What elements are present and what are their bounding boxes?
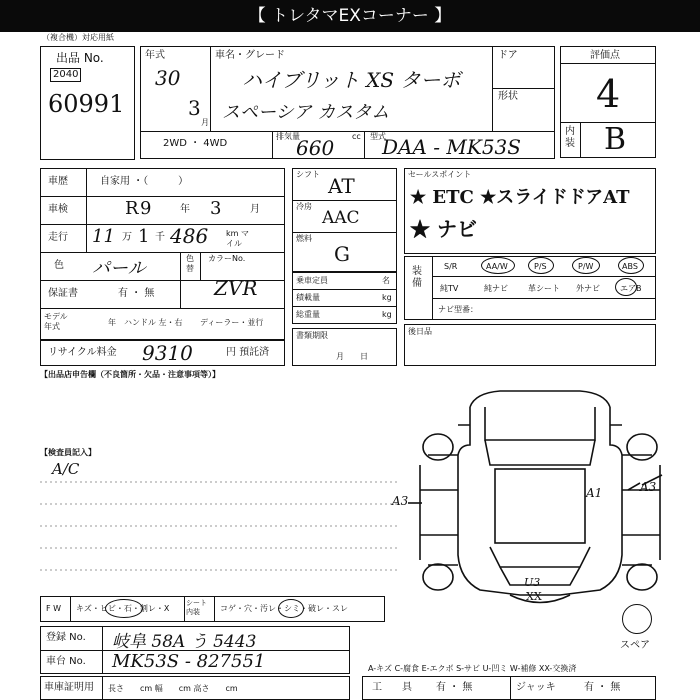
aftermarket-block <box>404 324 656 366</box>
sales-line1: ★ ETC ★スライドドアAT <box>410 187 630 208</box>
mileage-sen: 1 <box>138 226 150 247</box>
displacement-label: 排気量 <box>276 132 300 141</box>
jack-label: ジャッキ <box>516 682 556 693</box>
docs-unit: 月 日 <box>336 352 368 361</box>
model-year-label: モデル年式 <box>44 312 68 331</box>
equip-abs: ABS <box>622 262 638 271</box>
lot-label: 出品 No. <box>56 51 104 65</box>
interior-score: B <box>604 122 627 157</box>
shift-label: シフト <box>296 170 320 179</box>
mileage-unit-man: 万 <box>122 232 132 243</box>
circle-abs <box>618 257 644 274</box>
seat-label: シート内装 <box>186 599 207 616</box>
lot-prefix: 2040 <box>50 68 81 82</box>
model-line2: スペーシア カスタム <box>222 102 390 123</box>
inspection-year-unit: 年 <box>180 204 190 215</box>
tools-label: 工 具 <box>372 682 412 693</box>
navi-label: ナビ型番： <box>438 305 478 314</box>
equip-leather: 革シート <box>528 284 560 293</box>
aftermarket-label: 後日品 <box>408 327 432 336</box>
month-unit: 月 <box>201 118 209 127</box>
body-label: 形状 <box>498 91 518 102</box>
mileage-label: 走行 <box>48 232 68 243</box>
inspector-label: 【検査員記入】 <box>40 448 96 457</box>
seat-options: コゲ・穴・汚レ・シミ・破レ・スレ <box>220 604 348 613</box>
equip-pw: P/W <box>578 262 594 271</box>
model-label: 車名・グレード <box>215 50 285 61</box>
lot-number: 60991 <box>48 90 125 118</box>
month-value: 3 <box>188 96 201 120</box>
circle-pw <box>572 257 600 274</box>
mark-left-a3: A3 <box>392 494 409 508</box>
declaration-label: 【出品店申告欄（不良箇所・欠品・注意事項等）】 <box>40 370 220 379</box>
vehicle-info-block <box>40 168 285 340</box>
recycle-unit: 円 預託済 <box>226 347 270 358</box>
cert-label: 車庫証明用 <box>44 682 94 693</box>
shift-value: AT <box>328 174 355 198</box>
equip-aaw: AA/W <box>486 262 508 271</box>
color-no-label: カラーNo. <box>208 254 246 263</box>
capacity-label: 乗車定員 <box>296 276 328 285</box>
mark-rear-xx: XX <box>526 590 542 603</box>
equip-ps: P/S <box>534 262 547 271</box>
mileage-man: 11 <box>92 226 115 247</box>
year-value: 30 <box>155 66 181 90</box>
color-value: パール <box>92 258 146 279</box>
equip-label: 装備 <box>412 266 422 289</box>
inspection-month: 3 <box>210 198 222 219</box>
color-label: 色 <box>54 260 64 271</box>
sheet-subtitle: （複合機）対応用紙 <box>42 33 114 42</box>
spare-tire-icon <box>622 604 652 634</box>
sales-line2: ★ ナビ <box>410 217 477 241</box>
mileage-rest: 486 <box>170 224 209 248</box>
cert-cols: 長さ cm 幅 cm 高さ cm <box>108 684 238 693</box>
chassis-value: MK53S - 827551 <box>112 651 266 672</box>
mark-rear-u3: U3 <box>524 576 541 589</box>
drive-label: 2WD ・ 4WD <box>163 138 228 149</box>
reg-label: 登録 No. <box>46 632 86 643</box>
fuel-label: 燃料 <box>296 234 312 243</box>
load-label: 積載量 <box>296 293 320 302</box>
ac-value: AAC <box>322 208 360 228</box>
weight-unit: kg <box>382 310 392 319</box>
equip-tv: 純TV <box>440 284 459 293</box>
mileage-unit: km マイル <box>226 229 249 248</box>
inspection-month-unit: 月 <box>250 204 260 215</box>
warranty-label: 保証書 <box>48 288 78 299</box>
sales-label: セールスポイント <box>408 170 472 179</box>
type-label: 型式 <box>370 132 386 141</box>
handle-position: ハンドル 左・右 <box>124 318 183 327</box>
color-change-label: 色替 <box>186 254 194 273</box>
type-value: DAA - MK53S <box>382 135 521 159</box>
interior-label: 内装 <box>565 126 575 149</box>
history-options: 自家用 ・（ ） <box>100 176 189 187</box>
cc-label: cc <box>352 132 361 141</box>
ac-label: 冷房 <box>296 202 312 211</box>
displacement-value: 660 <box>296 136 335 160</box>
load-unit: kg <box>382 293 392 302</box>
reg-value: 岐阜 58A う 5443 <box>112 632 257 652</box>
equip-sr: S/R <box>444 262 458 271</box>
inspector-note: A/C <box>52 460 80 478</box>
equip-navi: 純ナビ <box>484 284 508 293</box>
recycle-value: 9310 <box>142 341 193 365</box>
fuel-value: G <box>334 242 350 266</box>
circle-ps <box>528 257 554 274</box>
mileage-unit-sen: 千 <box>155 232 165 243</box>
jack-options: 有 ・ 無 <box>584 682 621 693</box>
inspection-era: R <box>125 198 139 219</box>
chassis-label: 車台 No. <box>46 656 86 667</box>
model-year-unit: 年 <box>108 318 116 327</box>
car-damage-diagram <box>400 385 700 625</box>
warranty-options: 有 ・ 無 <box>118 288 155 299</box>
dealer-type: ディーラー・並行 <box>200 318 264 327</box>
circle-dirt <box>278 599 304 618</box>
tools-options: 有 ・ 無 <box>436 682 473 693</box>
equip-airbag: エアB <box>620 284 642 293</box>
fw-options: キズ・ヒビ・石・割レ・X <box>76 604 170 613</box>
score-label: 評価点 <box>590 50 620 61</box>
history-label: 車歴 <box>48 176 68 187</box>
mark-right-a3: A3 <box>640 480 657 494</box>
fw-label: F W <box>46 604 62 613</box>
spare-label: スペア <box>620 640 650 651</box>
legend: A-キズ C-腐食 E-エクボ S-サビ U-凹ミ W-補修 XX-交換済 <box>368 664 577 673</box>
equip-ext-navi: 外ナビ <box>576 284 600 293</box>
model-line1: ハイブリット XS ターボ <box>242 68 461 92</box>
inspection-year: 9 <box>140 198 152 219</box>
recycle-label: リサイクル料金 <box>48 347 117 358</box>
score-value: 4 <box>596 72 621 116</box>
banner-title: 【 トレタマEXコーナー 】 <box>248 6 452 26</box>
circle-aaw <box>481 257 515 274</box>
doors-label: ドア <box>498 50 518 61</box>
color-no: ZVR <box>214 276 258 300</box>
circle-airbag <box>615 278 637 296</box>
inspection-label: 車検 <box>48 204 68 215</box>
inspector-ruled-lines <box>40 470 400 590</box>
weight-label: 総重量 <box>296 310 320 319</box>
circle-hibi <box>105 599 143 618</box>
docs-label: 書類期限 <box>296 331 328 340</box>
mark-right-a1: A1 <box>586 486 603 500</box>
capacity-unit: 名 <box>382 276 390 285</box>
year-label: 年式 <box>145 50 165 61</box>
